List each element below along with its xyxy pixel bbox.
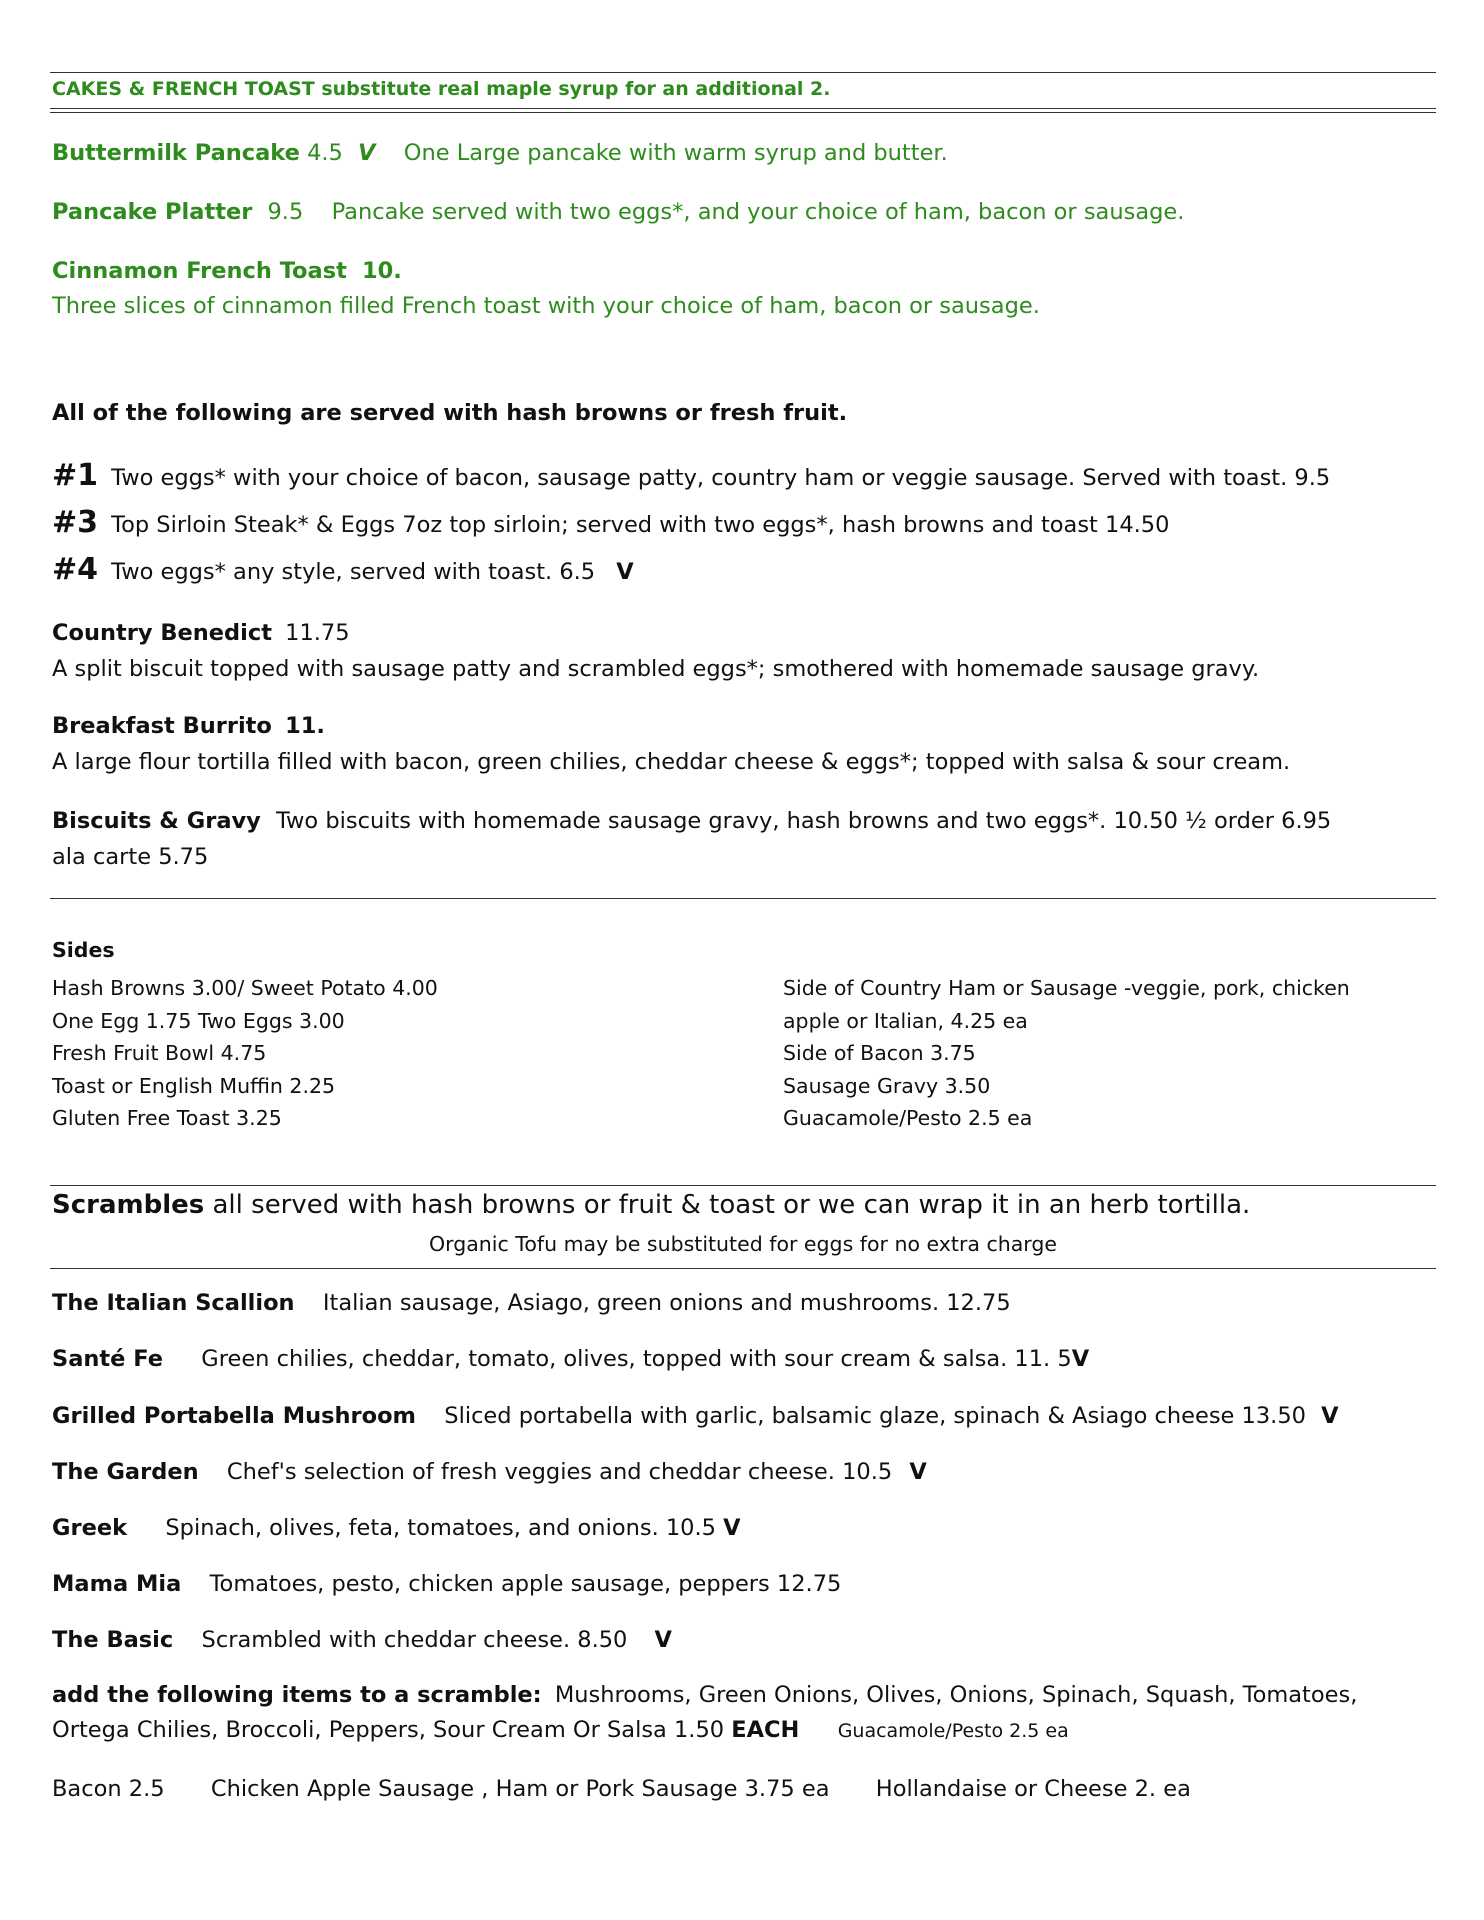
- list-item: Fresh Fruit Bowl 4.75: [52, 1041, 267, 1065]
- vegetarian-badge: V: [616, 559, 634, 585]
- item-description: One Large pancake with warm syrup and butter.: [403, 140, 948, 166]
- item-name: Mama Mia: [52, 1571, 182, 1597]
- scrambles-top-rule: [50, 1185, 1436, 1186]
- list-item: Sausage Gravy 3.50: [783, 1073, 991, 1098]
- breakfast-intro: All of the following are served with hash browns or fresh fruit.: [52, 400, 848, 426]
- item-name: Country Benedict: [52, 620, 272, 646]
- menu-item-country-benedict: [52, 620, 350, 646]
- list-item: One Egg 1.75 Two Eggs 3.00: [52, 1008, 345, 1033]
- menu-item-mama-mia: [52, 1571, 841, 1597]
- menu-item-number-3: [52, 505, 1169, 540]
- menu-item-the-garden: [52, 1459, 927, 1485]
- sides-right-list: [783, 972, 1350, 1135]
- scrambles-title: Scrambles: [52, 1190, 205, 1220]
- menu-item-cinnamon-french-toast: [52, 258, 402, 284]
- vegetarian-badge: V: [1321, 1403, 1339, 1429]
- scrambles-heading: [52, 1190, 1250, 1220]
- menu-item-breakfast-burrito: [52, 713, 325, 739]
- scrambles-subtitle: all served with hash browns or fruit & toast or we can wrap it in an herb tortilla.: [212, 1190, 1251, 1220]
- item-number: #4: [52, 552, 99, 587]
- cakes-double-rule: [50, 108, 1436, 113]
- addons-list: Ortega Chilies, Broccoli, Peppers, Sour Cream Or Salsa 1.50: [52, 1717, 725, 1743]
- item-number: #1: [52, 458, 99, 493]
- item-name: The Basic: [52, 1627, 174, 1653]
- sides-left-list: [52, 972, 438, 1135]
- item-description: Pancake served with two eggs*, and your choice of ham, bacon or sausage.: [331, 199, 1185, 225]
- item-name: Cinnamon French Toast: [52, 258, 347, 284]
- item-description: Sliced portabella with garlic, balsamic glaze, spinach & Asiago cheese 13.50: [444, 1403, 1306, 1429]
- item-price: 10.: [362, 258, 402, 284]
- item-description: Green chilies, cheddar, tomato, olives, topped with sour cream & salsa. 11. 5: [201, 1346, 1072, 1372]
- menu-item-pancake-platter: [52, 199, 1184, 225]
- vegetarian-badge: V: [909, 1459, 927, 1485]
- item-price: 9.5: [267, 199, 304, 225]
- item-description: Chef's selection of fresh veggies and cheddar cheese. 10.5: [226, 1459, 893, 1485]
- item-description-line2: ala carte 5.75: [52, 844, 209, 870]
- vegetarian-badge: V: [1071, 1346, 1090, 1372]
- scrambles-note: Organic Tofu may be substituted for eggs for no extra charge: [429, 1232, 1057, 1256]
- menu-item-biscuits-gravy: [52, 808, 1331, 834]
- item-description: Three slices of cinnamon filled French toast with your choice of ham, bacon or sausage.: [52, 293, 1040, 319]
- item-description: Two eggs* any style, served with toast. 6.5: [111, 559, 596, 585]
- item-description: Spinach, olives, feta, tomatoes, and onions. 10.5: [165, 1515, 716, 1541]
- hollandaise-cheese: Hollandaise or Cheese 2. ea: [875, 1776, 1191, 1802]
- addons-each: EACH: [731, 1717, 800, 1743]
- section-rule: [50, 898, 1436, 899]
- scramble-meats: [52, 1776, 1191, 1802]
- cakes-header: CAKES & FRENCH TOAST substitute real maple syrup for an additional 2.: [52, 78, 831, 100]
- list-item: Gluten Free Toast 3.25: [52, 1106, 282, 1130]
- item-name: The Italian Scallion: [52, 1290, 295, 1316]
- sides-title: Sides: [52, 938, 115, 962]
- meat-bacon: Bacon 2.5: [52, 1776, 165, 1802]
- list-item: Hash Browns 3.00/ Sweet Potato 4.00: [52, 976, 438, 1000]
- item-price: 11.: [285, 713, 325, 739]
- item-description: Tomatoes, pesto, chicken apple sausage, peppers 12.75: [209, 1571, 842, 1597]
- scramble-addons-line2: [52, 1717, 1069, 1743]
- addons-guacamole: Guacamole/Pesto 2.5 ea: [837, 1720, 1069, 1742]
- item-description: Italian sausage, Asiago, green onions and mushrooms. 12.75: [322, 1290, 1011, 1316]
- item-price: 4.5: [307, 140, 343, 166]
- list-item: Guacamole/Pesto 2.5 ea: [783, 1106, 1033, 1130]
- item-description: A large flour tortilla filled with bacon, green chilies, cheddar cheese & eggs*; topped with salsa & sour cream.: [52, 749, 1291, 775]
- item-description: Scrambled with cheddar cheese. 8.50: [201, 1627, 628, 1653]
- addons-list: Mushrooms, Green Onions, Olives, Onions, Spinach, Squash, Tomatoes,: [554, 1682, 1358, 1708]
- menu-item-italian-scallion: [52, 1290, 1011, 1316]
- item-name: Greek: [52, 1515, 128, 1541]
- item-name: Biscuits & Gravy: [52, 808, 261, 834]
- menu-item-grilled-portabella: [52, 1403, 1339, 1429]
- item-description: A split biscuit topped with sausage patty and scrambled eggs*; smothered with homemade sausage gravy.: [52, 656, 1260, 682]
- menu-item-the-basic: [52, 1627, 672, 1653]
- vegetarian-badge: V: [654, 1627, 672, 1653]
- top-rule: [50, 72, 1436, 73]
- menu-item-number-4: [52, 552, 634, 587]
- list-item: Side of Bacon 3.75: [783, 1041, 976, 1065]
- item-name: Buttermilk Pancake: [52, 140, 300, 166]
- list-item: apple or Italian, 4.25 ea: [783, 1008, 1028, 1033]
- addons-label: add the following items to a scramble:: [52, 1682, 542, 1708]
- item-description: Two biscuits with homemade sausage gravy, hash browns and two eggs*. 10.50 ½ order 6.95: [276, 808, 1332, 834]
- item-name: Breakfast Burrito: [52, 713, 272, 739]
- item-name: Pancake Platter: [52, 199, 253, 225]
- menu-page: [50, 0, 1436, 1920]
- vegetarian-badge: V: [358, 140, 376, 166]
- item-name: The Garden: [52, 1459, 199, 1485]
- meat-sausage: Chicken Apple Sausage , Ham or Pork Sausage 3.75 ea: [210, 1776, 830, 1802]
- list-item: Toast or English Muffin 2.25: [52, 1073, 336, 1098]
- menu-item-number-1: [52, 458, 1330, 493]
- item-number: #3: [52, 505, 99, 540]
- item-name: Santé Fe: [52, 1346, 163, 1372]
- menu-item-sante-fe: [52, 1346, 1089, 1372]
- vegetarian-badge: V: [723, 1515, 741, 1541]
- list-item: Side of Country Ham or Sausage -veggie, pork, chicken: [783, 976, 1350, 1000]
- menu-item-buttermilk-pancake: [52, 140, 948, 166]
- item-name: Grilled Portabella Mushroom: [52, 1403, 416, 1429]
- item-price: 11.75: [285, 620, 350, 646]
- menu-item-greek: [52, 1515, 741, 1541]
- item-description: Top Sirloin Steak* & Eggs 7oz top sirloin; served with two eggs*, hash browns and toast 14.50: [111, 512, 1170, 538]
- scrambles-bottom-rule: [50, 1268, 1436, 1269]
- scramble-addons: [52, 1682, 1357, 1708]
- item-description: Two eggs* with your choice of bacon, sausage patty, country ham or veggie sausage. Served with toast. 9.5: [111, 465, 1331, 491]
